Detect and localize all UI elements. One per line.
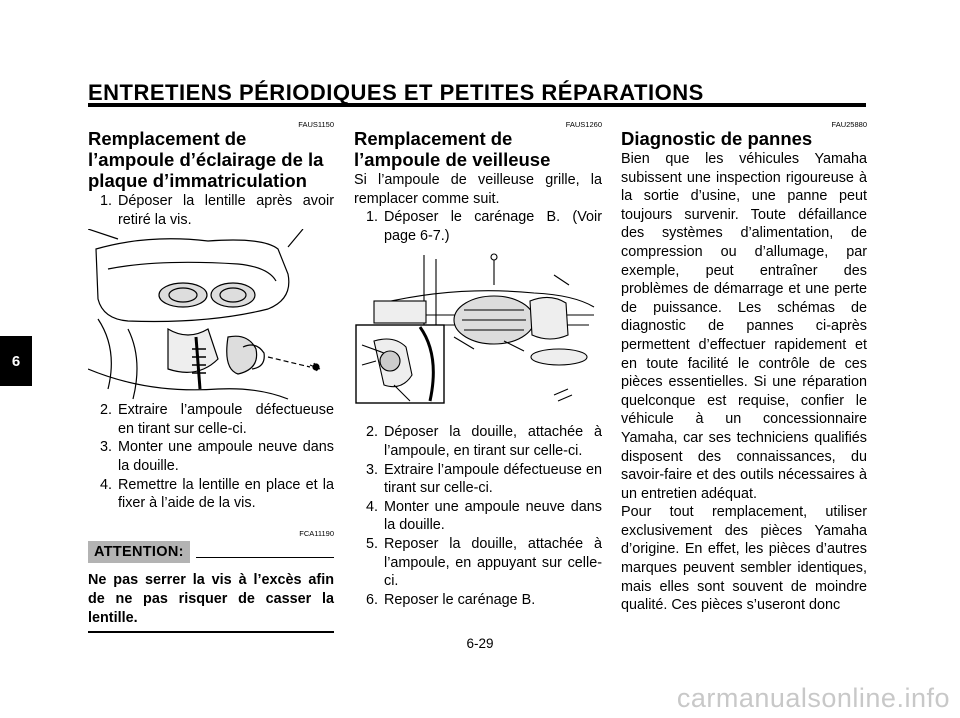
section-code: FAUS1150 [298, 120, 334, 129]
section-title: Diagnostic de pannes [621, 128, 813, 149]
list-item: 2. Extraire l’ampoule défectueuse en tirant sur celle-ci. [99, 402, 334, 437]
position-light-illustration [354, 245, 602, 423]
section-intro: Si l’ampoule de veilleuse grille, la remplacer comme suit. [354, 172, 602, 207]
chapter-tab: 6 [0, 336, 32, 386]
paragraph: Pour tout remplacement, utiliser exclusivement des pièces Yamaha d’origine. En effet, les pièces d’autres marques peuvent sembler identiques, mais elles sont souvent de moindre qualité. Ces pièces s’useront donc [621, 504, 867, 614]
caution-rule [196, 557, 334, 558]
list-item: 3. Extraire l’ampoule défectueuse en tirant sur celle-ci. [365, 461, 602, 497]
header-rule [88, 103, 866, 107]
column-2 [354, 112, 602, 609]
section-title: Remplacement de l’ampoule d’éclairage de la plaque d’immatriculation [88, 128, 324, 191]
list-item: 5. Reposer la douille, attachée à l’ampoule, en appuyant sur celle-ci. [365, 535, 602, 590]
caution-badge: ATTENTION: [88, 541, 190, 564]
section-title: Remplacement de l’ampoule de veilleuse [354, 128, 551, 170]
list-item: 3. Monter une ampoule neuve dans la douille. [99, 439, 334, 474]
license-light-illustration [88, 229, 334, 401]
watermark: carmanualsonline.info [676, 683, 950, 713]
steps-list [354, 208, 602, 245]
list-item: 4. Remettre la lentille en place et la fixer à l’aide de la vis. [99, 476, 334, 512]
column-1 [88, 112, 334, 633]
paragraph: Bien que les véhicules Yamaha subissent une inspection rigoureuse à la sortie d’usine, une panne peut toujours survenir. Toute défaillance des systèmes d’alimentation, de compression ou d’allumage, par exemple, peut entraîner des problèmes de démarrage et une perte de puissance. Les schémas de diagnostic de pannes ci-après permettent d’effectuer rapidement et en toute facilité le contrôle de ces pièces essentielles. Si une réparation quelconque est requise, confier le véhicule à un concessionnaire Yamaha, car ses techniciens qualifiés disposent des connaissances, du savoir-faire et des outils nécessaires à un entretien adéquat. [621, 151, 867, 502]
page-number: 6-29 [466, 636, 494, 651]
caution-code: FCA11190 [299, 528, 334, 538]
page-header-title: ENTRETIENS PÉRIODIQUES ET PETITES RÉPARATIONS [88, 80, 704, 105]
list-item: 1. Déposer la lentille après avoir retiré la vis. [99, 193, 334, 228]
steps-list-continued [354, 423, 602, 609]
steps-list [88, 192, 334, 229]
list-item: 1. Déposer le carénage B. (Voir page 6-7.) [365, 209, 602, 244]
caution-header [88, 541, 334, 564]
section-code: FAUS1260 [565, 120, 602, 129]
section-code: FAU25880 [831, 120, 867, 129]
list-item: 2. Déposer la douille, attachée à l’ampoule, en tirant sur celle-ci. [365, 424, 602, 459]
column-3 [621, 112, 867, 615]
caution-text: Ne pas serrer la vis à l’excès afin de ne pas risquer de casser la lentille. [88, 571, 334, 633]
list-item: 6. Reposer le carénage B. [365, 591, 536, 608]
steps-list-continued [88, 401, 334, 513]
list-item: 4. Monter une ampoule neuve dans la douille. [365, 498, 602, 534]
